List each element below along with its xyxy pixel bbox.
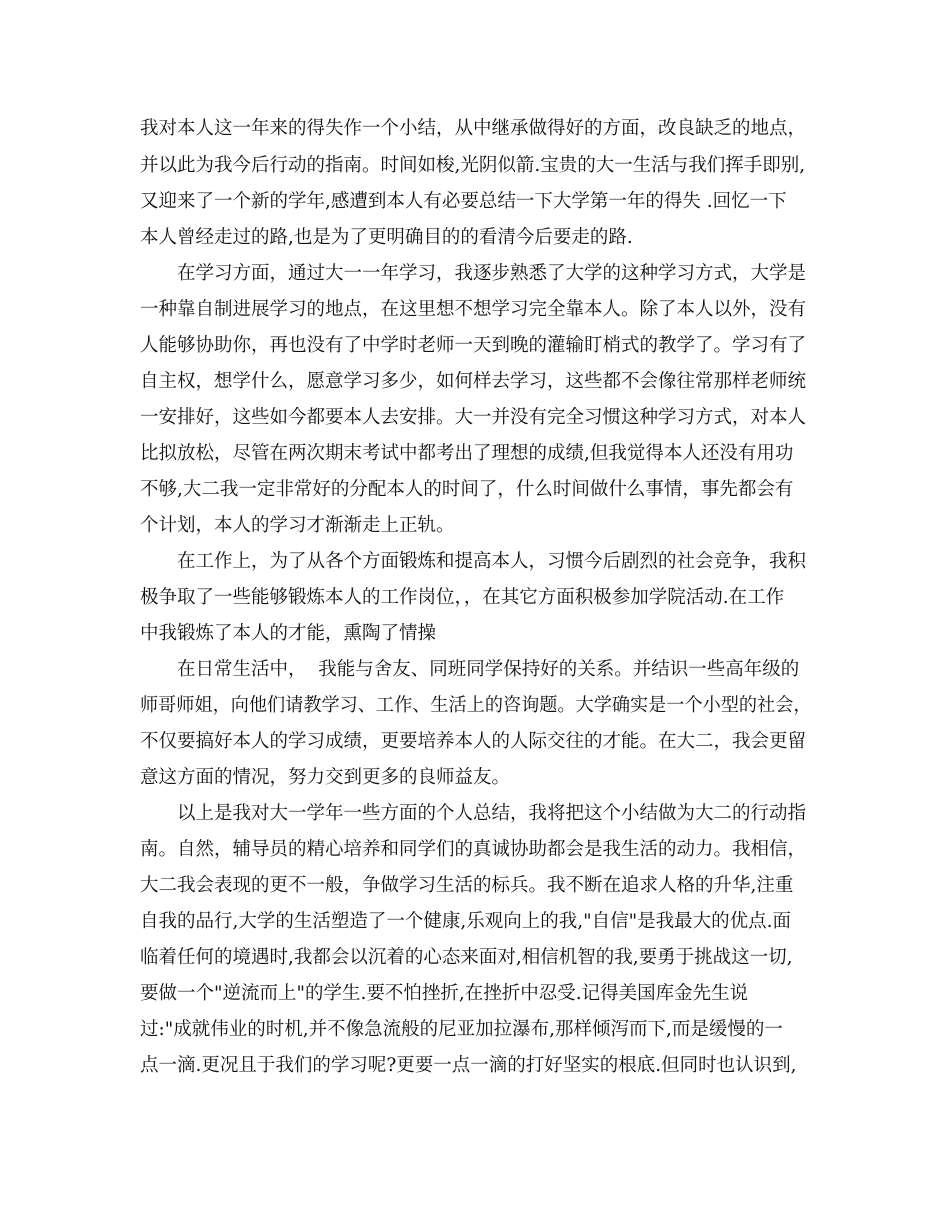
- paragraph-1-line-2: 并以此为我今后行动的指南。时间如梭,光阴似箭.宝贵的大一生活与我们挥手即别,: [140, 155, 806, 176]
- paragraph-1-line-4: 本人曾经走过的路,也是为了更明确目的的看清今后要走的路.: [140, 227, 633, 248]
- paragraph-5-line-5: 临着任何的境遇时,我都会以沉着的心态来面对,相信机智的我,要勇于挑战这一切,: [140, 947, 793, 968]
- paragraph-5-line-3: 大二我会表现的更不一般，争做学习生活的标兵。我不断在追求人格的升华,注重: [140, 875, 794, 896]
- paragraph-2-line-3: 人能够协助你，再也没有了中学时老师一天到晚的灌输盯梢式的教学了。学习有了: [140, 335, 807, 356]
- paragraph-2-line-2: 一种靠自制进展学习的地点，在这里想不想学习完全靠本人。除了本人以外，没有: [140, 299, 807, 320]
- paragraph-4-line-4: 意这方面的情况，努力交到更多的良师益友。: [140, 767, 511, 788]
- paragraph-2-line-8: 个计划，本人的学习才渐渐走上正轨。: [140, 515, 455, 536]
- paragraph-4-line-1: 在日常生活中， 我能与舍友、同班同学保持好的关系。并结识一些高年级的: [177, 659, 800, 680]
- paragraph-3-line-2: 极争取了一些能够锻炼本人的工作岗位，，在其它方面积极参加学院活动.在工作: [140, 587, 785, 608]
- paragraph-2-line-6: 比拟放松，尽管在两次期末考试中都考出了理想的成绩,但我觉得本人还没有用功: [140, 443, 794, 464]
- paragraph-3-line-1: 在工作上，为了从各个方面锻炼和提高本人，习惯今后剧烈的社会竞争，我积: [177, 551, 807, 572]
- paragraph-5-line-4: 自我的品行,大学的生活塑造了一个健康,乐观向上的我,"自信"是我最大的优点.面: [140, 911, 792, 932]
- paragraph-3-line-3: 中我锻炼了本人的才能，熏陶了情操: [140, 623, 437, 644]
- paragraph-4-line-2: 师哥师姐，向他们请教学习、工作、生活上的咨询题。大学确实是一个小型的社会，: [140, 695, 812, 716]
- paragraph-5-line-2: 南。自然，辅导员的精心培养和同学们的真诚协助都会是我生活的动力。我相信，: [140, 839, 807, 860]
- paragraph-2-line-1: 在学习方面，通过大一一年学习，我逐步熟悉了大学的这种学习方式，大学是: [177, 263, 807, 284]
- paragraph-4-line-3: 不仅要搞好本人的学习成绩，更要培养本人的人际交往的才能。在大二，我会更留: [140, 731, 807, 752]
- paragraph-5-line-7: 过:"成就伟业的时机,并不像急流般的尼亚加拉瀑布,那样倾泻而下,而是缓慢的一: [140, 1019, 783, 1040]
- paragraph-2-line-5: 一安排好，这些如今都要本人去安排。大一并没有完全习惯这种学习方式，对本人: [140, 407, 807, 428]
- paragraph-2-line-4: 自主权，想学什么，愿意学习多少，如何样去学习，这些都不会像往常那样老师统: [140, 371, 807, 392]
- paragraph-5-line-6: 要做一个"逆流而上"的学生.要不怕挫折,在挫折中忍受.记得美国库金先生说: [140, 983, 749, 1004]
- paragraph-5-line-1: 以上是我对大一学年一些方面的个人总结，我将把这个小结做为大二的行动指: [177, 803, 807, 824]
- paragraph-1-line-1: 我对本人这一年来的得失作一个小结，从中继承做得好的方面，改良缺乏的地点，: [140, 118, 807, 139]
- paragraph-1-line-3: 又迎来了一个新的学年,感遭到本人有必要总结一下大学第一年的得失 .回忆一下: [140, 191, 787, 212]
- paragraph-2-line-7: 不够,大二我一定非常好的分配本人的时间了，什么时间做什么事情，事先都会有: [140, 479, 794, 500]
- paragraph-5-line-8: 点一滴.更况且于我们的学习呢?更要一点一滴的打好坚实的根底.但同时也认识到,: [140, 1055, 797, 1076]
